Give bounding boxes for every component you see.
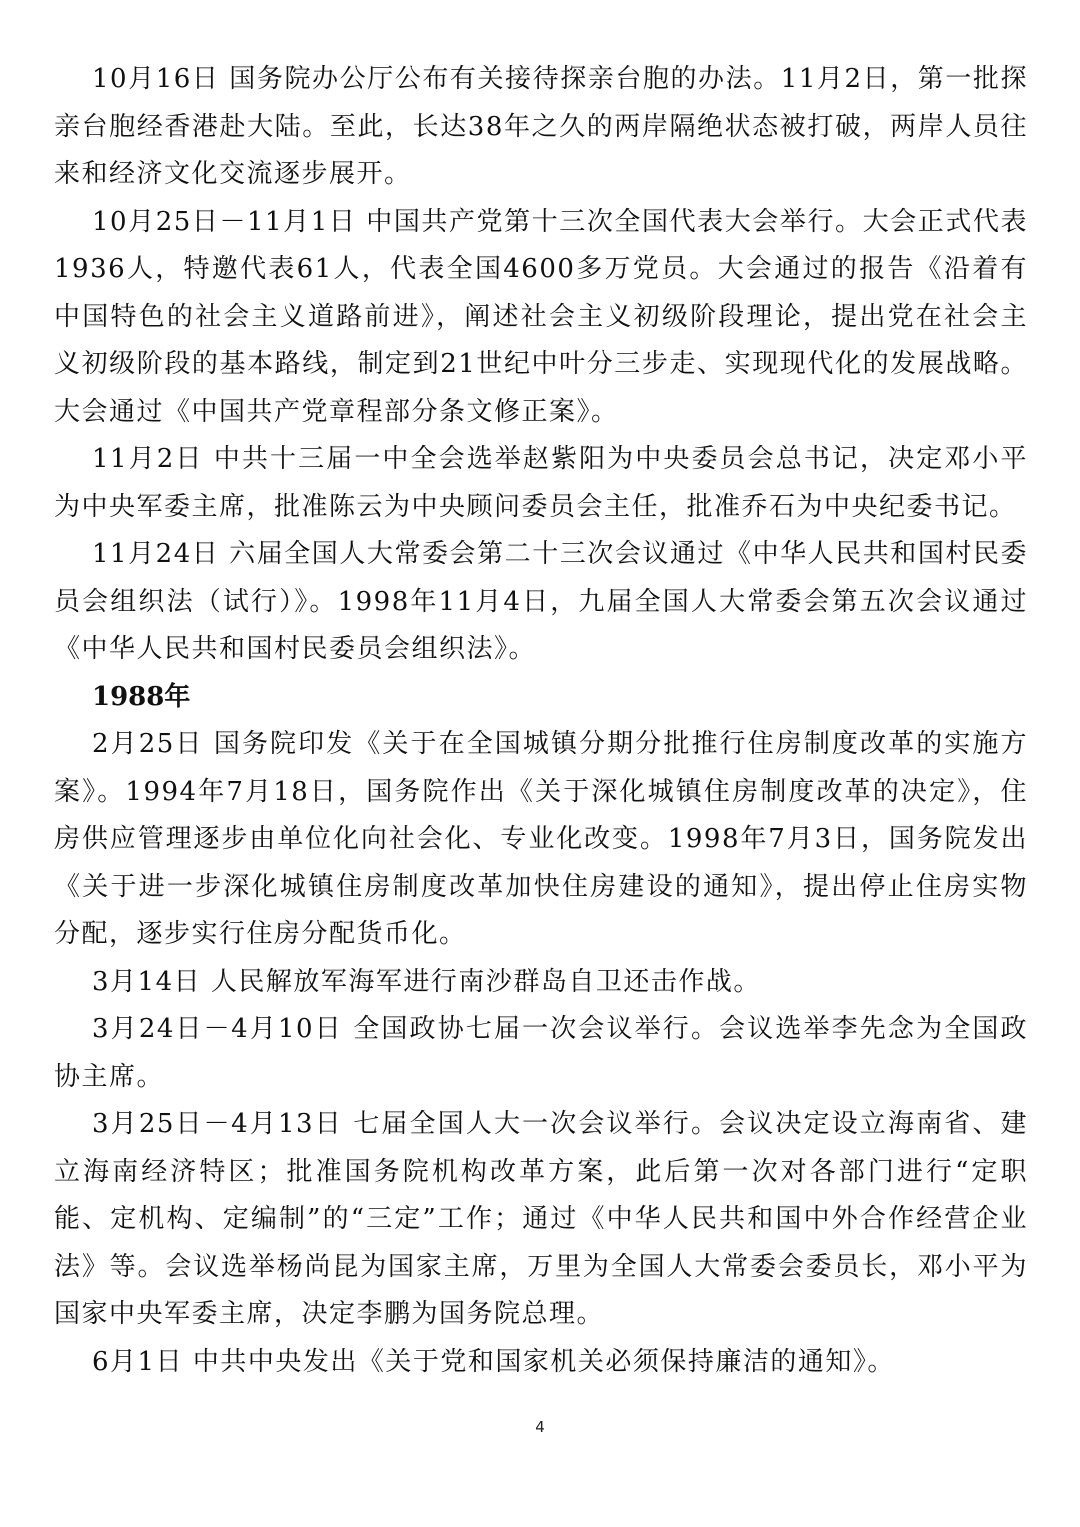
chronicle-entry-13th-congress: 10月25日－11月1日 中国共产党第十三次全国代表大会举行。大会正式代表1936人，特邀代表61人，代表全国4600多万党员。大会通过的报告《沿着有中国特色的社会主义道路前进》，阐述社会主义初级阶段理论，提出党在社会主义初级阶段的基本路线，制定到21世纪中叶分三步走、实现现代化的发展战略。大会通过《中国共产党章程部分条文修正案》。 [54,206,1028,427]
chronicle-entry-nov-2: 11月2日 中共十三届一中全会选举赵紫阳为中央委员会总书记，决定邓小平为中央军委主席，批准陈云为中央顾问委员会主任，批准乔石为中央纪委书记。 [54,444,1028,522]
page-number: 4 [535,1418,545,1436]
chronicle-entry-mar-14: 3月14日 人民解放军海军进行南沙群岛自卫还击作战。 [92,966,761,997]
chronicle-entry-npc-session: 3月25日－4月13日 七届全国人大一次会议举行。会议决定设立海南省、建立海南经济特区；批准国务院机构改革方案，此后第一次对各部门进行“定职能、定机构、定编制”的“三定”工作；通过《中华人民共和国中外合作经营企业法》等。会议选举杨尚昆为国家主席，万里为全国人大常委会委员长，邓小平为国家中央军委主席，决定李鹏为国务院总理。 [54,1109,1028,1329]
chronicle-entry-oct-16: 10月16日 国务院办公厅公布有关接待探亲台胞的办法。11月2日，第一批探亲台胞经香港赴大陆。至此，长达38年之久的两岸隔绝状态被打破，两岸人员往来和经济文化交流逐步展开。 [54,64,1028,189]
year-heading: 1988年 [92,681,191,712]
document-body [54,56,1028,1386]
chronicle-entry-nov-24: 11月24日 六届全国人大常委会第二十三次会议通过《中华人民共和国村民委员会组织法（试行）》。1998年11月4日，九届全国人大常委会第五次会议通过《中华人民共和国村民委员会组织法》。 [54,539,1028,664]
chronicle-entry-jun-1: 6月1日 中共中央发出《关于党和国家机关必须保持廉洁的通知》。 [92,1346,895,1377]
chronicle-entry-feb-25: 2月25日 国务院印发《关于在全国城镇分期分批推行住房制度改革的实施方案》。1994年7月18日，国务院作出《关于深化城镇住房制度改革的决定》，住房供应管理逐步由单位化向社会化、专业化改变。1998年7月3日，国务院发出《关于进一步深化城镇住房制度改革加快住房建设的通知》，提出停止住房实物分配，逐步实行住房分配货币化。 [54,729,1028,949]
chronicle-entry-cppcc-session: 3月24日－4月10日 全国政协七届一次会议举行。会议选举李先念为全国政协主席。 [54,1014,1028,1092]
